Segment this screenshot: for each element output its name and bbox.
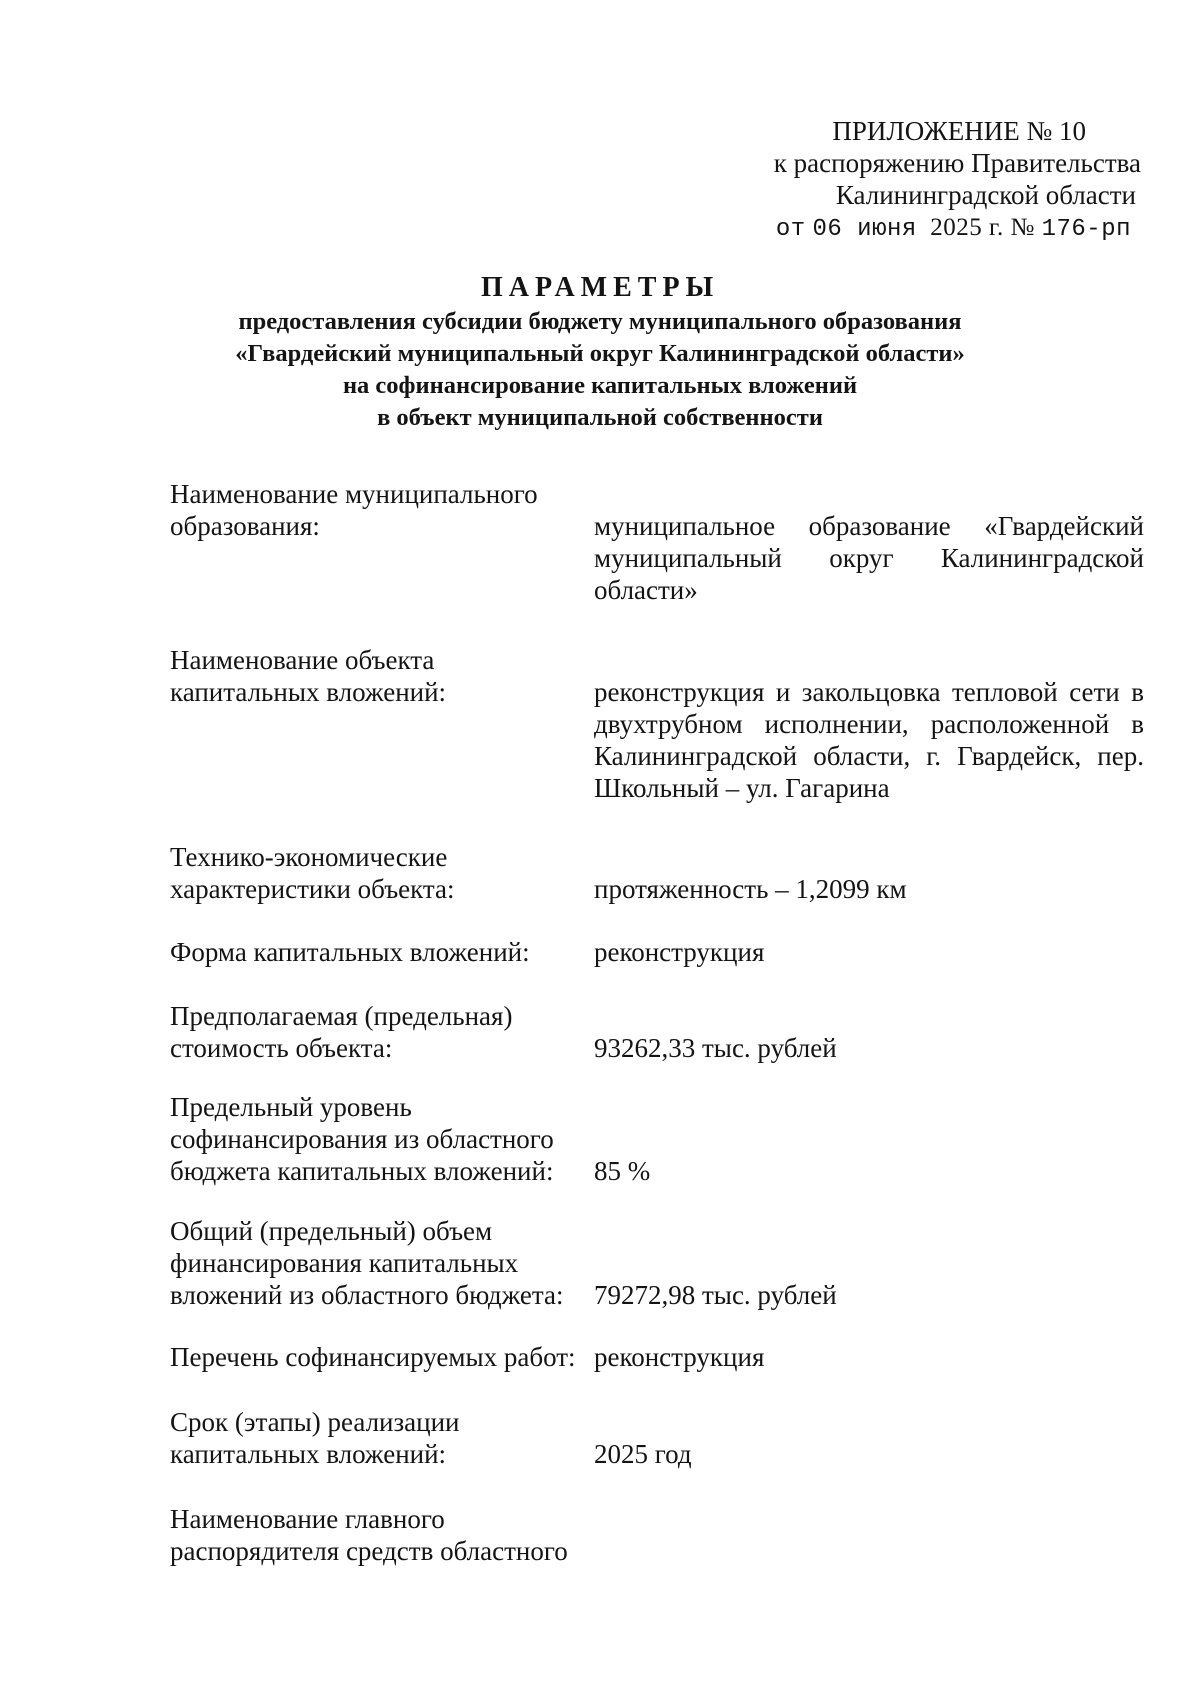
param-value: 93262,33 тыс. рублей	[594, 1033, 837, 1063]
param-value: 2025 год	[594, 1439, 692, 1469]
param-label-line: бюджета капитальных вложений:	[170, 1156, 554, 1186]
heading-title: ПАРАМЕТРЫ	[480, 272, 720, 303]
heading-line: в объект муниципальной собственности	[377, 404, 823, 431]
param-label-line: Предельный уровень	[170, 1092, 412, 1122]
appendix-title: ПРИЛОЖЕНИЕ № 10	[832, 116, 1086, 146]
param-label-line: Предполагаемая (предельная)	[170, 1001, 513, 1031]
param-label-line: Форма капитальных вложений:	[170, 937, 530, 967]
param-label-line: капитальных вложений:	[170, 677, 447, 707]
param-label	[170, 841, 590, 905]
param-label	[170, 1000, 590, 1064]
param-label	[170, 936, 590, 968]
param-value: реконструкция	[594, 937, 765, 967]
param-label	[170, 1091, 590, 1187]
param-value: реконструкция	[594, 1342, 765, 1372]
param-label	[170, 1406, 590, 1470]
param-label-line: Наименование муниципального	[170, 479, 538, 509]
heading-line: «Гвардейский муниципальный округ Калининградской области»	[235, 340, 965, 367]
param-value: 85 %	[594, 1156, 651, 1186]
param-label-line: распорядителя средств областного	[170, 1536, 568, 1566]
param-label-line: вложений из областного бюджета:	[170, 1280, 564, 1310]
heading-line: на софинансирование капитальных вложений	[342, 372, 858, 399]
param-label-line: Перечень софинансируемых работ:	[170, 1342, 576, 1372]
document-number: 176-рп	[1041, 216, 1131, 243]
date-prefix: от	[775, 216, 806, 243]
param-value: реконструкция и закольцовка тепловой сети в двухтрубном исполнении, расположенной в Калининградской области, г. Гвардейск, пер. Школьный – ул. Гагарина	[594, 677, 1144, 803]
param-label-line: образования:	[170, 511, 320, 541]
date-handwritten: 06 июня	[812, 216, 917, 243]
param-label-line: Срок (этапы) реализации	[170, 1407, 460, 1437]
param-label	[170, 1341, 610, 1373]
param-value: муниципальное образование «Гвардейский муниципальный округ Калининградской области»	[594, 511, 1144, 605]
param-value: протяженность – 1,2099 км	[594, 874, 907, 904]
param-value: 79272,98 тыс. рублей	[594, 1280, 837, 1310]
date-year: 2025 г. №	[930, 214, 1035, 241]
param-label-line: Общий (предельный) объем	[170, 1216, 493, 1246]
param-label-line: капитальных вложений:	[170, 1439, 447, 1469]
param-label	[170, 644, 590, 708]
param-label	[170, 478, 590, 542]
param-label-line: софинансирования из областного	[170, 1124, 554, 1154]
param-label-line: финансирования капитальных	[170, 1248, 519, 1278]
appendix-reference-line: к распоряжению Правительства	[773, 148, 1141, 178]
document-heading	[100, 272, 1100, 434]
param-label-line: Технико-экономические	[170, 842, 448, 872]
param-label-line: Наименование главного	[170, 1504, 445, 1534]
param-label-line: стоимость объекта:	[170, 1033, 393, 1063]
param-label-line: Наименование объекта	[170, 645, 435, 675]
heading-line: предоставления субсидии бюджету муниципального образования	[238, 308, 962, 335]
appendix-date-line	[776, 212, 1131, 246]
param-label	[170, 1503, 610, 1567]
param-label-line: характеристики объекта:	[170, 874, 455, 904]
param-label	[170, 1215, 610, 1311]
appendix-region-line: Калининградской области	[835, 180, 1136, 210]
